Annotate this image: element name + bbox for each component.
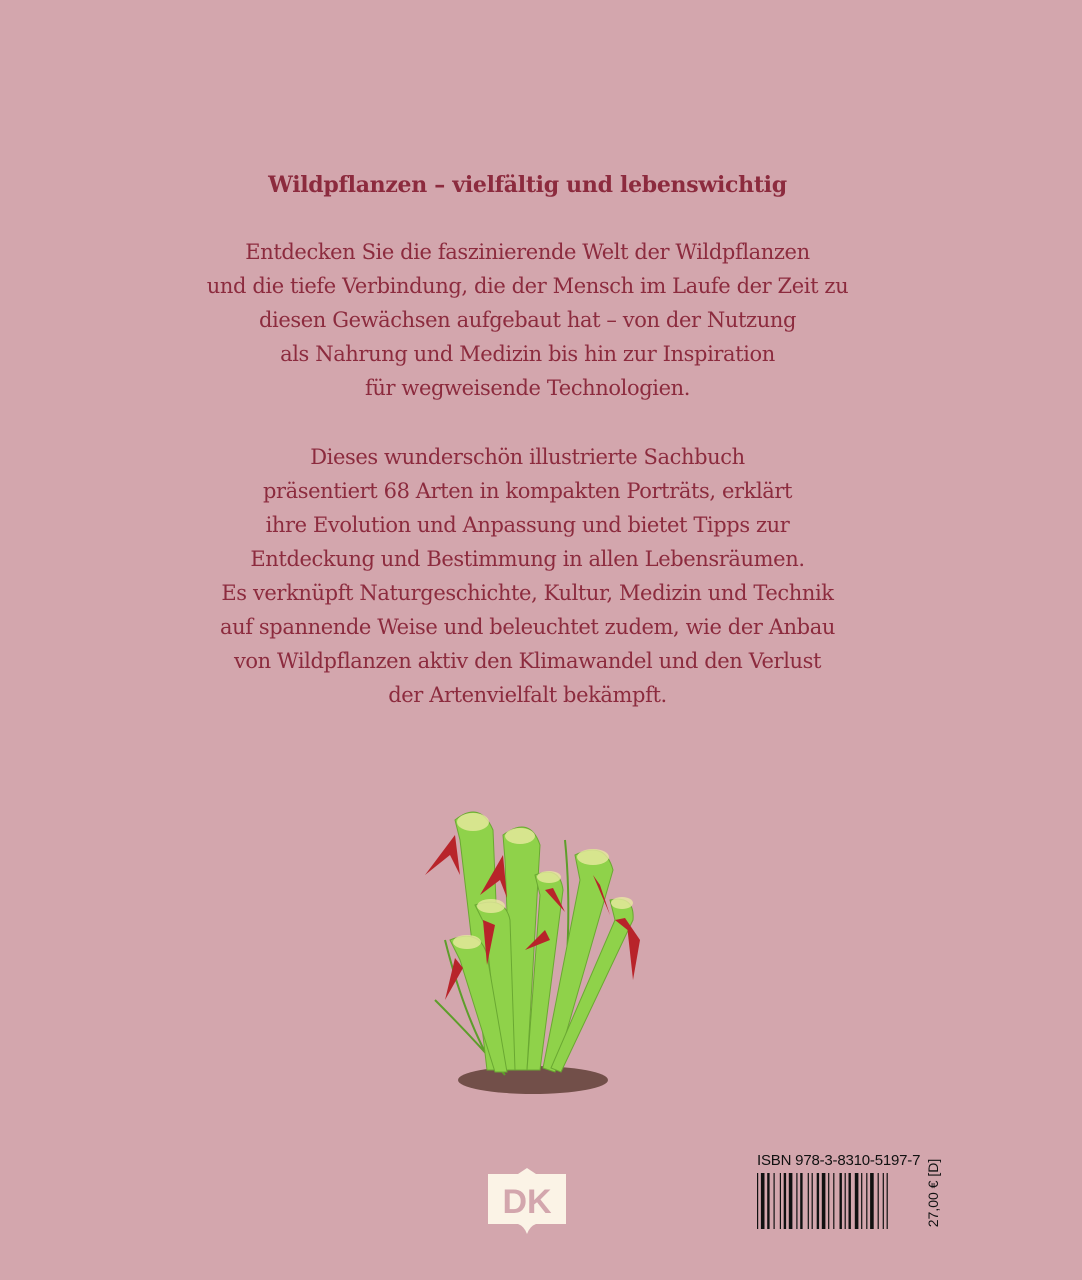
barcode-bar — [800, 1173, 802, 1229]
barcode-bar — [840, 1173, 842, 1229]
dk-publisher-logo — [488, 1168, 566, 1234]
barcode-bar — [767, 1173, 769, 1229]
text-line: von Wildpflanzen aktiv den Klimawandel und den Verlust — [233, 649, 822, 673]
text-line: ihre Evolution und Anpassung und bietet Tipps zur — [265, 513, 790, 537]
text-line: Dieses wunderschön illustrierte Sachbuch — [310, 445, 745, 469]
barcode-bar — [883, 1173, 884, 1229]
barcode-bar — [833, 1173, 834, 1229]
barcode-bar — [866, 1173, 867, 1229]
barcode-bar — [887, 1173, 888, 1229]
barcode-bar — [845, 1173, 846, 1229]
text-line: Entdecken Sie die faszinierende Welt der Wildpflanzen — [245, 240, 810, 264]
barcode-bar — [828, 1173, 829, 1229]
barcode-bar — [870, 1173, 874, 1229]
barcode-bar — [757, 1173, 758, 1229]
barcode-bar — [796, 1173, 797, 1229]
text-line: auf spannende Weise und beleuchtet zudem, wie der Anbau — [220, 615, 835, 639]
headline: Wildpflanzen – vielfältig und lebenswichtig — [268, 172, 787, 198]
barcode-bar — [861, 1173, 862, 1229]
barcode-bar — [812, 1173, 813, 1229]
barcode-bar — [855, 1173, 859, 1229]
barcode-bar — [878, 1173, 879, 1229]
barcode-bar — [849, 1173, 851, 1229]
text-line: der Artenvielfalt bekämpft. — [388, 683, 667, 707]
text-line: für wegweisende Technologien. — [364, 376, 691, 400]
barcode-bar — [774, 1173, 775, 1229]
text-line: und die tiefe Verbindung, die der Mensch im Laufe der Zeit zu — [206, 274, 849, 298]
text-line: Es verknüpft Naturgeschichte, Kultur, Medizin und Technik — [221, 581, 834, 605]
svg-text:DK: DK — [502, 1183, 552, 1221]
isbn-label: ISBN 978-3-8310-5197-7 — [757, 1152, 921, 1169]
barcode-bar — [808, 1173, 809, 1229]
barcode-bar — [780, 1173, 781, 1229]
price-label: 27,00 € [D] — [925, 1158, 941, 1228]
paragraph-2 — [0, 440, 1055, 712]
pitcher-plant-illustration — [415, 800, 655, 1100]
barcode-bar — [761, 1173, 765, 1229]
text-line: Entdeckung und Bestimmung in allen Lebensräumen. — [250, 547, 805, 571]
paragraph-1 — [0, 235, 1055, 405]
barcode-bar — [784, 1173, 786, 1229]
isbn-barcode — [757, 1173, 919, 1229]
barcode-bar — [789, 1173, 793, 1229]
text-line: präsentiert 68 Arten in kompakten Porträts, erklärt — [262, 479, 793, 503]
barcode-bar — [822, 1173, 826, 1229]
text-line: diesen Gewächsen aufgebaut hat – von der Nutzung — [259, 308, 796, 332]
text-line: als Nahrung und Medizin bis hin zur Inspiration — [280, 342, 775, 366]
barcode-bar — [817, 1173, 819, 1229]
